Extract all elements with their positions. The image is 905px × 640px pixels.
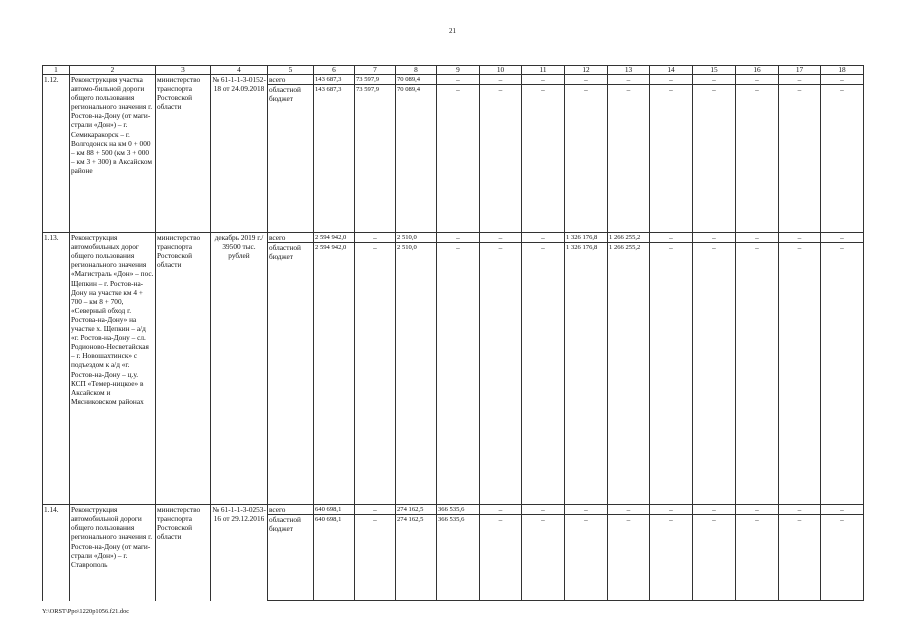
value-cell: –	[779, 85, 821, 233]
value-cell: –	[480, 515, 522, 601]
value-cell: –	[437, 85, 480, 233]
column-header-6: 6	[314, 66, 355, 75]
value-cell: –	[736, 505, 779, 515]
value-cell: –	[437, 243, 480, 505]
value-cell: –	[736, 243, 779, 505]
value-cell: –	[821, 505, 864, 515]
value-cell: 274 162,5	[396, 515, 437, 601]
table-row	[43, 505, 864, 515]
value-cell: –	[736, 233, 779, 243]
funding-source: областной бюджет	[268, 243, 314, 505]
value-cell: –	[650, 85, 693, 233]
value-cell: –	[608, 75, 650, 85]
column-header-4: 4	[211, 66, 268, 75]
value-cell: 2 594 942,0	[314, 243, 355, 505]
value-cell: –	[355, 233, 396, 243]
value-cell: –	[650, 75, 693, 85]
value-cell: –	[779, 233, 821, 243]
value-cell: –	[480, 505, 522, 515]
funding-source: всего	[268, 233, 314, 243]
value-cell: –	[779, 505, 821, 515]
value-cell: 143 687,3	[314, 85, 355, 233]
column-header-3: 3	[156, 66, 211, 75]
value-cell: –	[693, 75, 736, 85]
value-cell: –	[693, 505, 736, 515]
value-cell: –	[821, 515, 864, 601]
value-cell: –	[650, 515, 693, 601]
value-cell: 366 535,6	[437, 505, 480, 515]
value-cell: –	[821, 243, 864, 505]
table-body	[43, 66, 864, 601]
value-cell: 1 266 255,2	[608, 233, 650, 243]
value-cell: 2 510,0	[396, 233, 437, 243]
value-cell: –	[355, 505, 396, 515]
value-cell: –	[480, 233, 522, 243]
column-header-2: 2	[70, 66, 156, 75]
value-cell: 1 266 255,2	[608, 243, 650, 505]
column-number-header-row	[43, 66, 864, 75]
value-cell: –	[522, 505, 565, 515]
table-row	[43, 233, 864, 243]
value-cell: –	[693, 515, 736, 601]
value-cell: –	[650, 233, 693, 243]
value-cell: –	[608, 505, 650, 515]
column-header-18: 18	[821, 66, 864, 75]
value-cell: 73 597,9	[355, 75, 396, 85]
value-cell: –	[779, 243, 821, 505]
value-cell: –	[565, 515, 608, 601]
value-cell: –	[522, 75, 565, 85]
value-cell: –	[821, 85, 864, 233]
value-cell: –	[437, 233, 480, 243]
column-header-9: 9	[437, 66, 480, 75]
value-cell: –	[522, 233, 565, 243]
value-cell: –	[650, 243, 693, 505]
column-header-11: 11	[522, 66, 565, 75]
value-cell: –	[693, 233, 736, 243]
row-document: декабрь 2019 г./ 39500 тыс. рублей	[211, 233, 268, 505]
value-cell: –	[522, 85, 565, 233]
value-cell: –	[821, 75, 864, 85]
column-header-15: 15	[693, 66, 736, 75]
value-cell: –	[608, 85, 650, 233]
column-header-1: 1	[43, 66, 70, 75]
row-document: № 61-1-1-3-0253-16 от 29.12.2016	[211, 505, 268, 601]
value-cell: –	[565, 75, 608, 85]
funding-source: областной бюджет	[268, 515, 314, 601]
column-header-10: 10	[480, 66, 522, 75]
row-description: Реконструкция автомобильной дороги общего пользования регионального значения г. Ростов-на-Дону (от маги-страли «Дон») – г. Ставрополь	[70, 505, 156, 601]
column-header-5: 5	[268, 66, 314, 75]
budget-table	[42, 65, 864, 601]
table-row	[43, 75, 864, 85]
row-number: 1.12.	[43, 75, 70, 233]
column-header-12: 12	[565, 66, 608, 75]
value-cell: 1 326 176,8	[565, 243, 608, 505]
value-cell: –	[480, 75, 522, 85]
column-header-16: 16	[736, 66, 779, 75]
row-organization: министерство транспорта Ростовской области	[156, 505, 211, 601]
page-number: 21	[449, 27, 456, 35]
value-cell: 70 089,4	[396, 85, 437, 233]
value-cell: 1 326 176,8	[565, 233, 608, 243]
value-cell: –	[821, 233, 864, 243]
value-cell: –	[693, 85, 736, 233]
value-cell: –	[437, 75, 480, 85]
row-document: № 61-1-1-3-0152-18 от 24.09.2018	[211, 75, 268, 233]
value-cell: –	[480, 85, 522, 233]
funding-source: всего	[268, 505, 314, 515]
value-cell: –	[650, 505, 693, 515]
row-description: Реконструкция участка автомо-бильной дороги общего пользования регионального значения г. Ростов-на-Дону (от маги-страли «Дон») – г. Семикаракорск – г. Волгодонск на км 0 + 000 – км 88 + 500 (км 3 + 000 – км 3 + 300) в Аксайском районе	[70, 75, 156, 233]
value-cell: 640 698,1	[314, 505, 355, 515]
value-cell: –	[779, 75, 821, 85]
column-header-14: 14	[650, 66, 693, 75]
value-cell: –	[693, 243, 736, 505]
value-cell: –	[779, 515, 821, 601]
value-cell: –	[522, 243, 565, 505]
value-cell: –	[355, 515, 396, 601]
row-organization: министерство транспорта Ростовской области	[156, 75, 211, 233]
value-cell: 73 597,9	[355, 85, 396, 233]
value-cell: 2 510,0	[396, 243, 437, 505]
value-cell: 640 698,1	[314, 515, 355, 601]
funding-source: всего	[268, 75, 314, 85]
value-cell: –	[736, 75, 779, 85]
value-cell: 366 535,6	[437, 515, 480, 601]
column-header-7: 7	[355, 66, 396, 75]
value-cell: –	[522, 515, 565, 601]
value-cell: 143 687,3	[314, 75, 355, 85]
value-cell: 70 089,4	[396, 75, 437, 85]
column-header-13: 13	[608, 66, 650, 75]
value-cell: –	[355, 243, 396, 505]
row-number: 1.13.	[43, 233, 70, 505]
row-organization: министерство транспорта Ростовской области	[156, 233, 211, 505]
footer-file-path: Y:\ORST\Ppo\1220p1056.f21.doc	[42, 608, 130, 615]
value-cell: –	[565, 505, 608, 515]
value-cell: 274 162,5	[396, 505, 437, 515]
row-description: Реконструкция автомобильных дорог общего пользования регионального значения «Магистраль «Дон» – пос. Щепкин – г. Ростов-на-Дону на участке км 4 + 700 – км 8 + 700, «Северный обход г. Ростова-на-Дону» на участке х. Щепкин – а/д «г. Ростов-на-Дону – сл. Родионово-Несветайская – г. Новошахтинск» с подъездом к а/д «г. Ростов-на-Дону – ц.у. КСП «Темер-ницкое» в Аксайском и Мясниковском районах	[70, 233, 156, 505]
row-number: 1.14.	[43, 505, 70, 601]
value-cell: –	[608, 515, 650, 601]
funding-source: областной бюджет	[268, 85, 314, 233]
value-cell: –	[480, 243, 522, 505]
value-cell: –	[736, 515, 779, 601]
column-header-8: 8	[396, 66, 437, 75]
value-cell: 2 594 942,0	[314, 233, 355, 243]
column-header-17: 17	[779, 66, 821, 75]
value-cell: –	[565, 85, 608, 233]
value-cell: –	[736, 85, 779, 233]
